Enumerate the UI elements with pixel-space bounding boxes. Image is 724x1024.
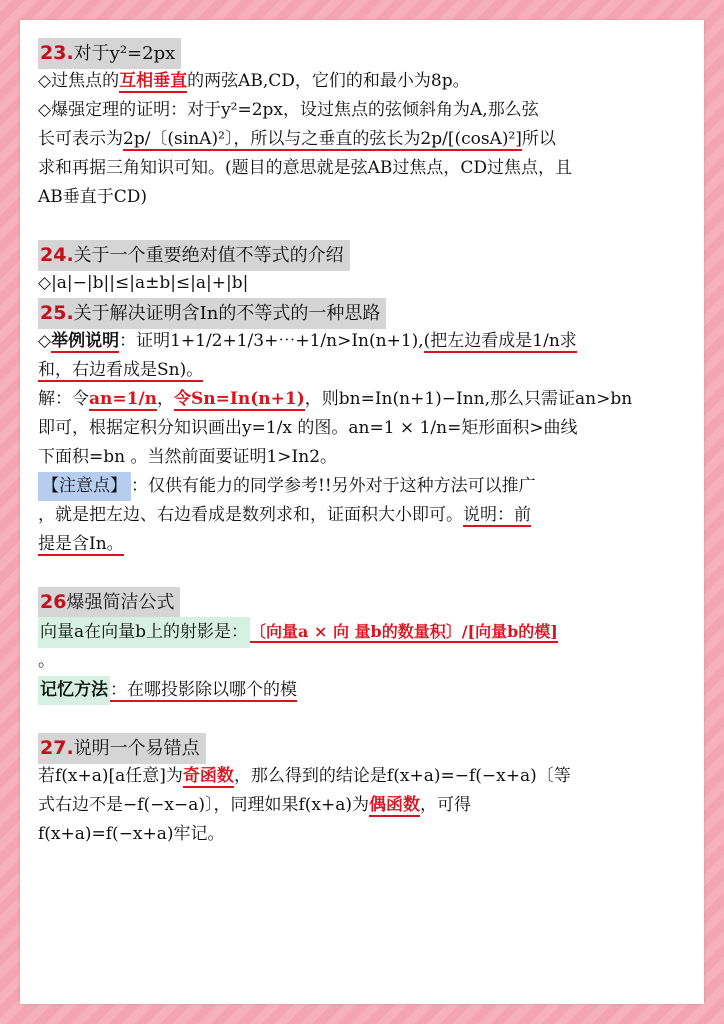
highlight-text: 奇函数: [182, 766, 234, 786]
highlight-text: 令Sn=In(n+1): [174, 389, 305, 409]
section-title: 关于一个重要绝对值不等式的介绍: [73, 245, 344, 266]
s25-line-1: ◇举例说明：证明1+1/2+1/3+⋯+1/n>In(n+1),(把左边看成是1/n求: [38, 331, 577, 351]
s23-line-2: ◇爆强定理的证明：对于y²=2px，设过焦点的弦倾斜角为A,那么弦: [38, 100, 539, 120]
s23-line-3: 长可表示为2p/〔(sinA)²〕，所以与之垂直的弦长为2p/[(cosA)²]所以: [38, 129, 556, 149]
s25-line-5: 下面积=bn 。当然前面要证明1>In2。: [38, 447, 338, 467]
section-title: 对于y²=2px: [73, 43, 176, 64]
section-title: 爆强简洁公式: [66, 592, 175, 613]
s26-line-1: [38, 616, 690, 647]
note-label: 【注意点】: [38, 472, 131, 501]
s27-line-3: f(x+a)=f(−x+a)牢记。: [38, 824, 225, 844]
s26-line-3: [38, 676, 690, 705]
memory-label: 记忆方法: [38, 676, 110, 705]
s27-line-2: 式右边不是−f(−x−a)〕，同理如果f(x+a)为偶函数，可得: [38, 795, 472, 815]
s25-line-6: 【注意点】 ：仅供有能力的同学参考!!另外对于这种方法可以推广: [38, 472, 690, 501]
section-number: 25.: [40, 302, 74, 324]
section-25-heading: [38, 298, 690, 327]
s25-line-7: ，就是把左边、右边看成是数列求和，证面积大小即可。说明：前: [38, 505, 531, 525]
s23-line-5: AB垂直于CD): [38, 187, 148, 207]
section-title: 关于解决证明含In的不等式的一种思路: [73, 303, 381, 324]
underlined-text: 和，右边看成是Sn)。: [38, 360, 204, 380]
s25-line-4: 即可，根据定积分知识画出y=1/x 的图。an=1 × 1/n=矩形面积>曲线: [38, 418, 578, 438]
section-26-heading: [38, 587, 690, 616]
section-number: 27.: [40, 737, 74, 759]
section-23-heading: [38, 38, 690, 67]
underlined-text: 2p/〔(sinA)²〕，所以与之垂直的弦长为2p/[(cosA)²]: [123, 129, 522, 149]
s27-line-1: 若f(x+a)[a任意]为奇函数，那么得到的结论是f(x+a)=−f(−x+a)〔等: [38, 766, 571, 786]
content-card: [20, 20, 704, 1004]
underlined-text: ：在哪投影除以哪个的模: [110, 680, 297, 700]
formula-text: 〔向量a × 向 量b的数量积〕/[向量b的模]: [250, 622, 558, 641]
section-24-heading: [38, 240, 690, 269]
section-title: 说明一个易错点: [73, 738, 200, 759]
underlined-text: (把左边看成是1/n求: [423, 331, 577, 351]
highlight-text: 互相垂直: [119, 71, 188, 91]
s24-line-1: ◇|a|−|b||≤|a±b|≤|a|+|b|: [38, 273, 249, 293]
section-number: 24.: [40, 244, 74, 266]
section-number: 23.: [40, 42, 74, 64]
example-label: 举例说明: [51, 331, 120, 351]
s25-line-8: [38, 530, 690, 559]
formula-lead: 向量a在向量b上的射影是：: [38, 617, 250, 648]
s23-line-1: ◇过焦点的互相垂直的两弦AB,CD，它们的和最小为8p。: [38, 71, 470, 91]
s25-line-3: 解：令an=1/n，令Sn=In(n+1)，则bn=In(n+1)−Inn,那么只需证an>bn: [38, 389, 633, 409]
section-27-heading: [38, 733, 690, 762]
underlined-text: 说明：前: [463, 505, 531, 525]
underlined-text: 提是含In。: [38, 534, 124, 554]
highlight-text: 偶函数: [369, 795, 421, 815]
s23-line-4: 求和再据三角知识可知。(题目的意思就是弦AB过焦点，CD过焦点，且: [38, 158, 573, 178]
section-number: 26: [40, 591, 67, 613]
s26-line-2: 。: [38, 651, 55, 671]
highlight-text: an=1/n: [89, 389, 158, 409]
s25-line-2: [38, 356, 690, 385]
